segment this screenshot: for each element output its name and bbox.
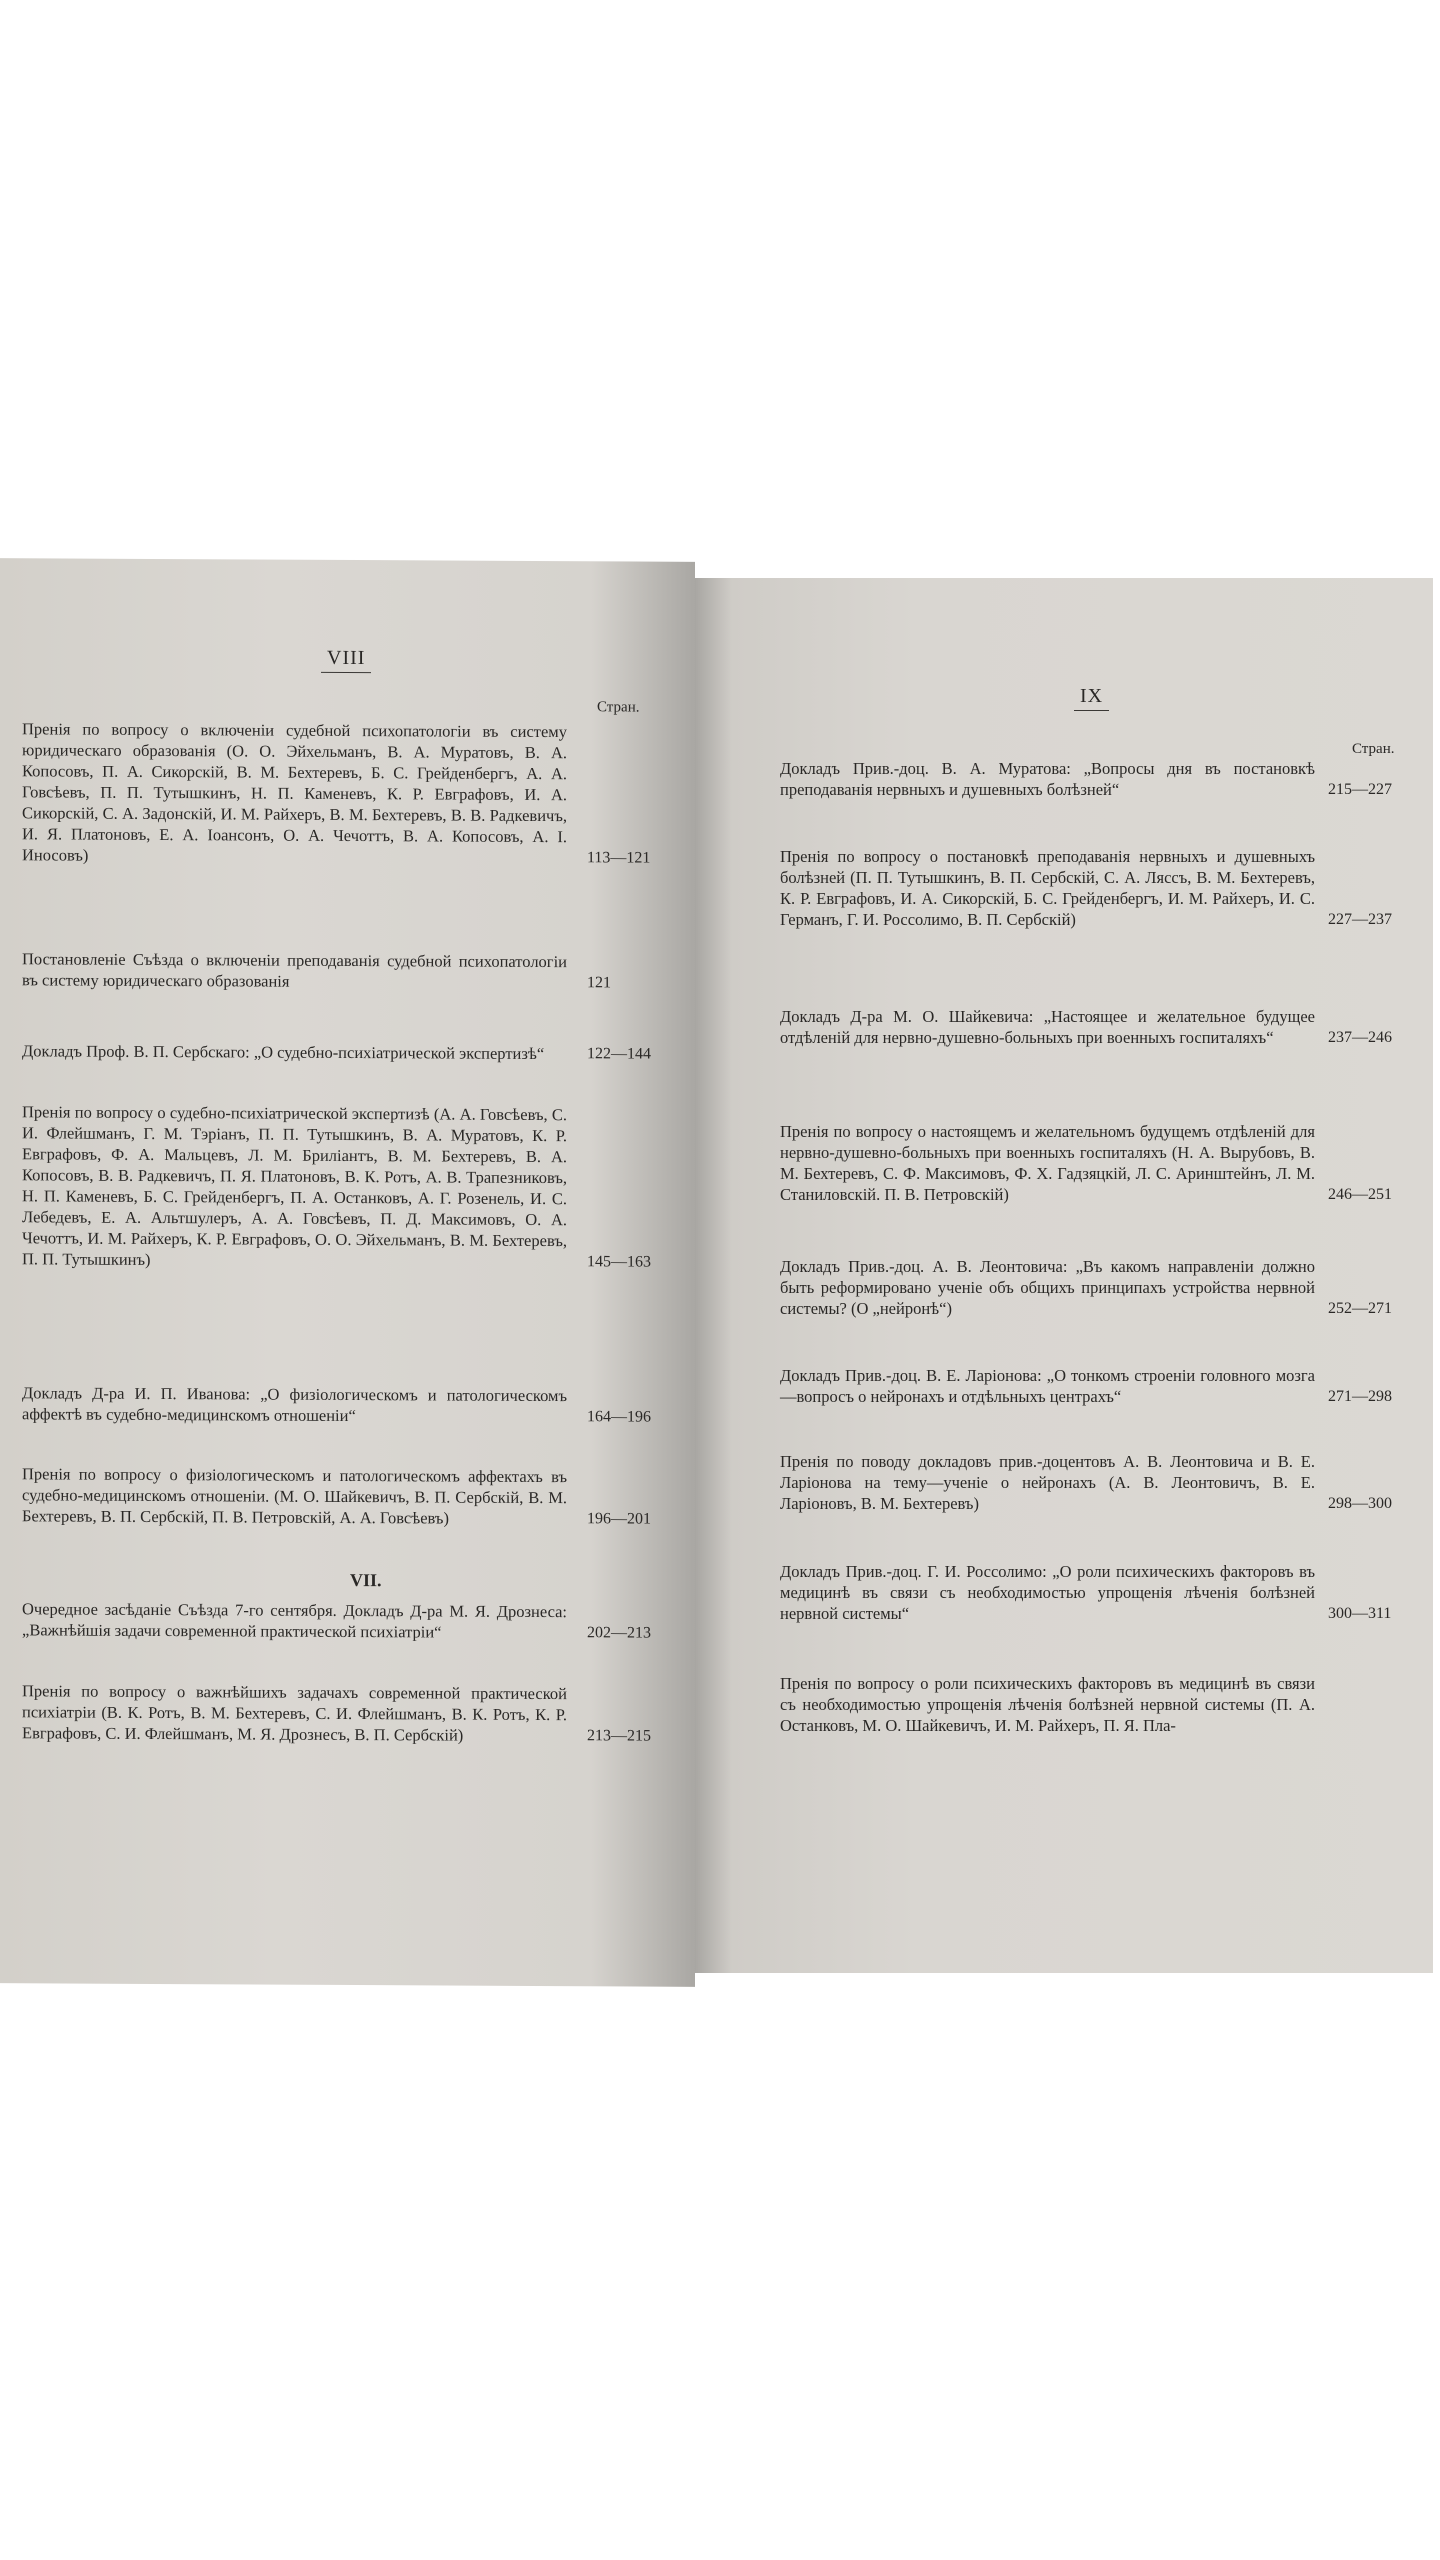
- page-range: 202—213: [587, 1624, 651, 1642]
- toc-entry: Пренія по вопросу о включеніи судебной психопатологіи въ систему юридическаго образованія (О. О. Эйхельманъ, В. А. Муратовъ, В. А. Копосовъ, П. А. Сикорскій, В. М. Бехтеревъ, Б. С. Грейденбергъ, А. А. Говсѣевъ, П. П. Тутышкинъ, Н. П. Каменевъ, К. Р. Евграфовъ, И. А. Сикорскій, С. А. Задонскій, И. М. Райхеръ, В. М. Бехтеревъ, В. В. Радкевичъ, И. Я. Платоновъ, Е. А. Іоансонъ, О. А. Чечоттъ, В. А. Копосовъ, А. І. Иносовъ) 113—121: [22, 719, 651, 867]
- page-range: 164—196: [587, 1408, 651, 1426]
- page-range: 252—271: [1328, 1300, 1392, 1317]
- toc-entry: Докладъ Прив.-доц. Г. И. Россолимо: „О роли психическихъ факторовъ въ медицинѣ въ связи съ необходимостью упрощенія лѣченія болѣзней нервной системы“ 300—311: [780, 1562, 1392, 1623]
- toc-entry: Докладъ Прив.-доц. А. В. Леонтовича: „Въ какомъ направленіи должно быть реформировано ученіе объ общихъ принципахъ устройства нервной системы? (О „нейронѣ“) 252—271: [780, 1257, 1392, 1318]
- page-range: 145—163: [587, 1253, 651, 1271]
- toc-entry: Пренія по вопросу о физіологическомъ и патологическомъ аффектахъ въ судебно-медицинскомъ отношеніи. (М. О. Шайкевичъ, В. П. Сербскій, В. М. Бехтеревъ, В. П. Сербскій, П. В. Петровскій, А. А. Говсѣевъ) 196—201: [22, 1464, 651, 1528]
- left-page: [0, 558, 695, 1987]
- toc-entry: Пренія по вопросу о настоящемъ и желательномъ будущемъ отдѣленій для нервно-душевно-больныхъ при военныхъ госпиталяхъ (Н. А. Вырубовъ, В. М. Бехтеревъ, С. Ф. Максимовъ, Ф. Х. Гадзяцкій, Л. С. Аринштейнъ, Л. М. Станиловскій. П. В. Петровскій) 246—251: [780, 1122, 1392, 1204]
- page-range: 196—201: [587, 1510, 651, 1528]
- section-heading: VII.: [350, 1570, 382, 1591]
- toc-entry: Докладъ Проф. В. П. Сербскаго: „О судебно-психіатрической экспертизѣ“ 122—144: [22, 1041, 651, 1064]
- toc-entry: Докладъ Д-ра М. О. Шайкевича: „Настоящее и желательное будущее отдѣленій для нервно-душевно-больныхъ при военныхъ госпиталяхъ“ 237—246: [780, 1007, 1392, 1047]
- page-range: 227—237: [1328, 911, 1392, 928]
- page-range: 237—246: [1328, 1029, 1392, 1046]
- toc-entry: Постановленіе Съѣзда о включеніи преподаванія судебной психопатологіи въ систему юридическаго образованія 121: [22, 949, 611, 992]
- page-number: IX: [1080, 685, 1104, 707]
- page-range: 300—311: [1328, 1605, 1392, 1622]
- toc-entry: Пренія по вопросу о судебно-психіатрической экспертизѣ (А. А. Говсѣевъ, С. И. Флейшманъ, Г. М. Тэріанъ, П. П. Тутышкинъ, В. А. Муратовъ, К. Р. Евграфовъ, Ф. А. Мальцевъ, Л. М. Бриліантъ, В. М. Бехтеревъ, В. А. Копосовъ, В. В. Радкевичъ, П. Я. Платоновъ, В. К. Ротъ, А. В. Трапезниковъ, Н. П. Каменевъ, Б. С. Грейденбергъ, П. А. Останковъ, А. Г. Розенель, И. С. Лебедевъ, Е. А. Альтшулеръ, А. А. Говсѣевъ, П. Д. Максимовъ, О. А. Чечоттъ, И. М. Райхеръ, К. Р. Евграфовъ, О. О. Эйхельманъ, В. М. Бехтеревъ, П. П. Тутышкинъ) 145—163: [22, 1102, 651, 1271]
- toc-entry: Пренія по вопросу о постановкѣ преподаванія нервныхъ и душевныхъ болѣзней (П. П. Тутышкинъ, В. П. Сербскій, С. А. Ляссъ, В. М. Бехтеревъ, К. Р. Евграфовъ, И. А. Сикорскій, Б. С. Грейденбергъ, И. М. Райхеръ, И. С. Германъ, Г. И. Россолимо, В. П. Сербскій) 227—237: [780, 847, 1392, 929]
- page-range: 213—215: [587, 1727, 651, 1745]
- column-header: Стран.: [597, 699, 640, 716]
- right-page: [695, 578, 1433, 1973]
- toc-entry: Пренія по вопросу о роли психическихъ факторовъ въ медицинѣ въ связи съ необходимостью упрощенія лѣченія болѣзней нервной системы (П. А. Останковъ, М. О. Шайкевичъ, И. М. Райхеръ, П. Я. Пла-: [780, 1674, 1315, 1735]
- toc-entry: Пренія по поводу докладовъ прив.-доцентовъ А. В. Леонтовича и В. Е. Ларіонова на тему—ученіе о нейронахъ (А. В. Леонтовичъ, В. Е. Ларіоновъ, В. М. Бехтеревъ) 298—300: [780, 1452, 1392, 1513]
- toc-entry: Докладъ Прив.-доц. В. А. Муратова: „Вопросы дня въ постановкѣ преподаванія нервныхъ и душевныхъ болѣзней“ 215—227: [780, 759, 1392, 799]
- toc-entry: Пренія по вопросу о важнѣйшихъ задачахъ современной практической психіатріи (В. К. Ротъ, В. М. Бехтеревъ, С. И. Флейшманъ, В. К. Ротъ, К. Р. Евграфовъ, С. И. Флейшманъ, М. Я. Дрознесъ, В. П. Сербскій) 213—215: [22, 1681, 651, 1745]
- page-range: 246—251: [1328, 1186, 1392, 1203]
- page-range: 122—144: [587, 1045, 651, 1063]
- column-header: Стран.: [1352, 741, 1395, 757]
- page-range: 271—298: [1328, 1388, 1392, 1405]
- toc-entry: Очередное засѣданіе Съѣзда 7-го сентября. Докладъ Д-ра М. Я. Дрознеса: „Важнѣйшія задачи современной практической психіатріи“ 202—213: [22, 1599, 651, 1642]
- toc-entry: Докладъ Д-ра И. П. Иванова: „О физіологическомъ и патологическомъ аффектѣ въ судебно-медицинскомъ отношеніи“ 164—196: [22, 1383, 651, 1426]
- page-range: 121: [587, 974, 611, 992]
- page-range: 215—227: [1328, 781, 1392, 798]
- page-number: VIII: [327, 646, 366, 670]
- page-range: 298—300: [1328, 1495, 1392, 1512]
- toc-entry: Докладъ Прив.-доц. В. Е. Ларіонова: „О тонкомъ строеніи головного мозга—вопросъ о нейронахъ и отдѣльныхъ центрахъ“ 271—298: [780, 1366, 1392, 1406]
- page-range: 113—121: [587, 849, 651, 867]
